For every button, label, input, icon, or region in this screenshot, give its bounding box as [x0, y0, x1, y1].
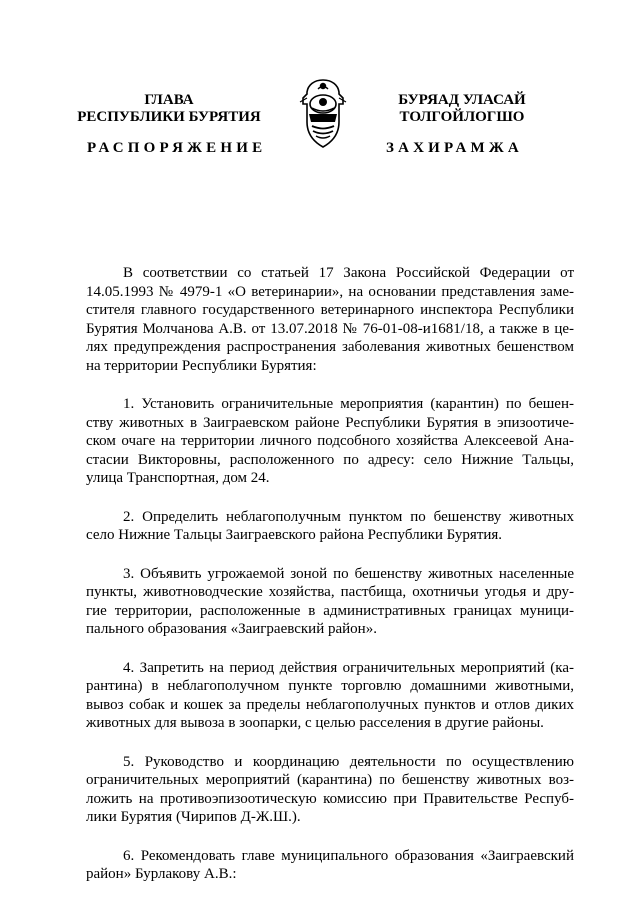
text-line: ложить на противоэпизоотическую комиссию при Правительстве Респуб- [86, 790, 574, 807]
text-line: стителя главного государственного ветеринарного инспектора Республики [86, 302, 574, 318]
coat-of-arms-emblem [294, 78, 352, 150]
header-left-title: ГЛАВА [144, 92, 194, 108]
text-line: лях предупреждения распространения заболевания животных бешенством [86, 339, 574, 355]
text-line: стасии Викторовны, расположенного по адресу: село Нижние Тальцы, [86, 451, 574, 468]
text-line: ском очаге на территории личного подсобного хозяйства Алексеевой Ана- [86, 433, 574, 449]
text-line: животных для вывоза в зоопарки, с целью расселения в другие районы. [86, 715, 544, 731]
text-line: рантина) в неблагополучном пункте торговлю домашними животными, [86, 678, 574, 694]
paragraph-item-6 [86, 847, 574, 884]
text-line: 14.05.1993 № 4979-1 «О ветеринарии», на основании представления заме- [86, 283, 574, 300]
text-line: 3. Объявить угрожаемой зоной по бешенству животных населенные [123, 565, 574, 582]
header-left-subtitle: РЕСПУБЛИКИ БУРЯТИЯ [77, 109, 261, 125]
paragraph-item-5 [86, 753, 574, 827]
text-line: Бурятия Молчанова А.В. от 13.07.2018 № 76-01-08-и1681/18, а также в це- [86, 320, 574, 337]
text-line: район» Бурлакову А.В.: [86, 866, 237, 882]
header-left [74, 92, 264, 126]
text-line: 2. Определить неблагополучным пунктом по бешенству животных [123, 508, 574, 525]
text-line: В соответствии со статьей 17 Закона Российской Федерации от [123, 265, 574, 281]
text-line: ству животных в Заиграевском районе Республики Бурятия в эпизоотиче- [86, 414, 574, 431]
text-line: 5. Руководство и координацию деятельности по осуществлению [123, 753, 574, 770]
text-line: пального образования «Заиграевский район». [86, 621, 377, 637]
text-line: 6. Рекомендовать главе муниципального образования «Заиграевский [123, 847, 574, 864]
order-title-russian: РАСПОРЯЖЕНИЕ [87, 140, 267, 156]
order-title-buryat: ЗАХИРАМЖА [386, 140, 523, 156]
header-right [372, 92, 552, 126]
text-line: вывоз собак и кошек за пределы неблагополучных пунктов и отлов диких [86, 696, 574, 713]
text-line: лики Бурятия (Чирипов Д-Ж.Ш.). [86, 809, 301, 825]
paragraph-item-4 [86, 659, 574, 733]
text-line: на территории Республики Бурятия: [86, 357, 317, 374]
paragraph-item-3 [86, 565, 574, 639]
document-body [86, 264, 574, 904]
text-line: улица Транспортная, дом 24. [86, 470, 270, 486]
header-right-subtitle: ТОЛГОЙЛОГШО [399, 109, 525, 125]
text-line: пункты, животноводческие хозяйства, пастбища, охотничьи угодья и дру- [86, 584, 574, 600]
paragraph-item-1 [86, 395, 574, 488]
text-line: 4. Запретить на период действия ограничительных мероприятий (ка- [123, 659, 574, 676]
text-line: гие территории, расположенные в административных границах муници- [86, 602, 574, 619]
header-right-title: БУРЯАД УЛАСАЙ [398, 92, 526, 108]
text-line: ограничительных мероприятий (карантина) по бешенству животных воз- [86, 772, 574, 788]
paragraph-preamble [86, 264, 574, 375]
paragraph-item-2 [86, 508, 574, 545]
text-line: село Нижние Тальцы Заиграевского района Республики Бурятия. [86, 527, 503, 543]
text-line: 1. Установить ограничительные мероприятия (карантин) по бешен- [123, 396, 574, 412]
